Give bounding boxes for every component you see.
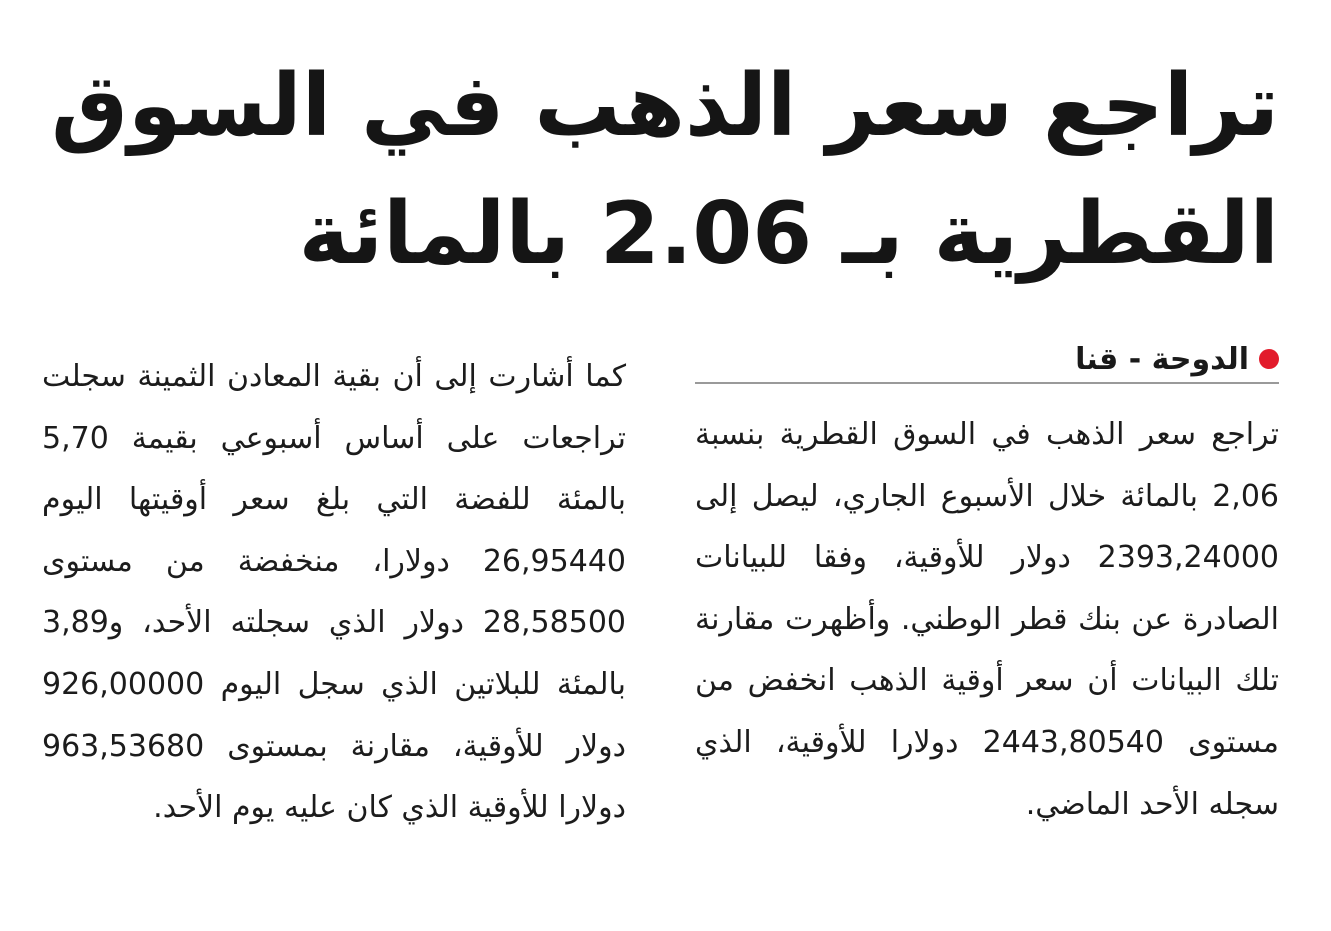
article-column-right: تراجع سعر الذهب في السوق القطرية بنسبة 2,06 بالمائة خلال الأسبوع الجاري، ليصل إلى 2393,24000 دولار للأوقية، وفقا للبيانات الصادرة عن بنك قطر الوطني. وأظهرت مقارنة تلك البيانات أن سعر أوقية الذهب انخفض من مستوى 2443,80540 دولارا للأوقية، الذي سجله الأحد الماضي. <box>695 417 1280 822</box>
red-dot-icon <box>1259 349 1279 369</box>
headline <box>51 42 1279 298</box>
headline-line-2: القطرية بـ 2.06 بالمائة <box>298 184 1279 284</box>
byline-source: الدوحة - قنا <box>1075 341 1249 377</box>
headline-line-1: تراجع سعر الذهب في السوق <box>51 56 1279 156</box>
article-column-left: كما أشارت إلى أن بقية المعادن الثمينة سجلت تراجعات على أساس أسبوعي بقيمة 5,70 بالمئة للفضة التي بلغ سعر أوقيتها اليوم 26,95440 دولارا، منخفضة من مستوى 28,58500 دولار الذي سجلته الأحد، و3,89 بالمئة للبلاتين الذي سجل اليوم 926,00000 دولار للأوقية، مقارنة بمستوى 963,53680 دولارا للأوقية الذي كان عليه يوم الأحد. <box>42 359 626 826</box>
byline <box>695 336 1279 384</box>
